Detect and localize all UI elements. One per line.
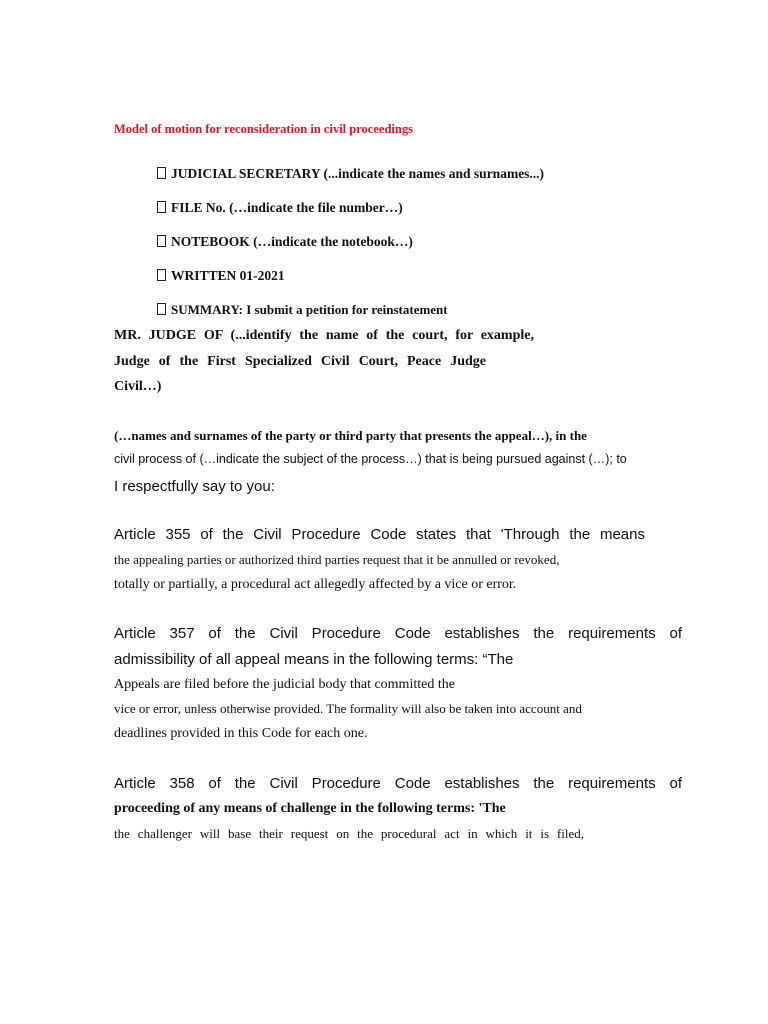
judge-line: MR. JUDGE OF (...identify the name of the court, for example, — [114, 328, 534, 343]
party-line: (…names and surnames of the party or third party that presents the appeal…), in the — [114, 428, 587, 443]
header-item: FILE No. (…indicate the file number…) — [157, 201, 403, 215]
article-line: totally or partially, a procedural act allegedly affected by a vice or error. — [114, 577, 517, 592]
party-line: civil process of (…indicate the subject of the process…) that is being pursued against (…); to — [114, 452, 627, 466]
checkbox-icon — [157, 269, 166, 281]
header-item: JUDICIAL SECRETARY (...indicate the names and surnames...) — [157, 167, 544, 181]
checkbox-icon — [157, 303, 166, 315]
article-line: the appealing parties or authorized third parties request that it be annulled or revoked, — [114, 552, 560, 567]
header-item: NOTEBOOK (…indicate the notebook…) — [157, 235, 413, 249]
article-line: proceeding of any means of challenge in the following terms: 'The — [114, 801, 506, 816]
header-item: WRITTEN 01-2021 — [157, 269, 285, 283]
party-line: I respectfully say to you: — [114, 478, 275, 495]
article-line: the challenger will base their request on the procedural act in which it is filed, — [114, 826, 584, 841]
document-title: Model of motion for reconsideration in civil proceedings — [114, 122, 413, 136]
article-line: admissibility of all appeal means in the following terms: “The — [114, 651, 514, 668]
header-item: SUMMARY: I submit a petition for reinstatement — [157, 303, 448, 316]
article-line: deadlines provided in this Code for each one. — [114, 726, 368, 741]
checkbox-icon — [157, 201, 166, 213]
article-line: vice or error, unless otherwise provided. The formality will also be taken into account and — [114, 701, 582, 716]
checkbox-icon — [157, 167, 166, 179]
article-line: Article 355 of the Civil Procedure Code states that 'Through the means — [114, 526, 645, 543]
judge-line: Judge of the First Specialized Civil Court, Peace Judge — [114, 354, 486, 369]
article-line: Article 358 of the Civil Procedure Code establishes the requirements of — [114, 775, 682, 792]
article-line: Article 357 of the Civil Procedure Code establishes the requirements of — [114, 625, 682, 642]
checkbox-icon — [157, 235, 166, 247]
judge-line: Civil…) — [114, 379, 162, 394]
article-line: Appeals are filed before the judicial body that committed the — [114, 677, 455, 692]
